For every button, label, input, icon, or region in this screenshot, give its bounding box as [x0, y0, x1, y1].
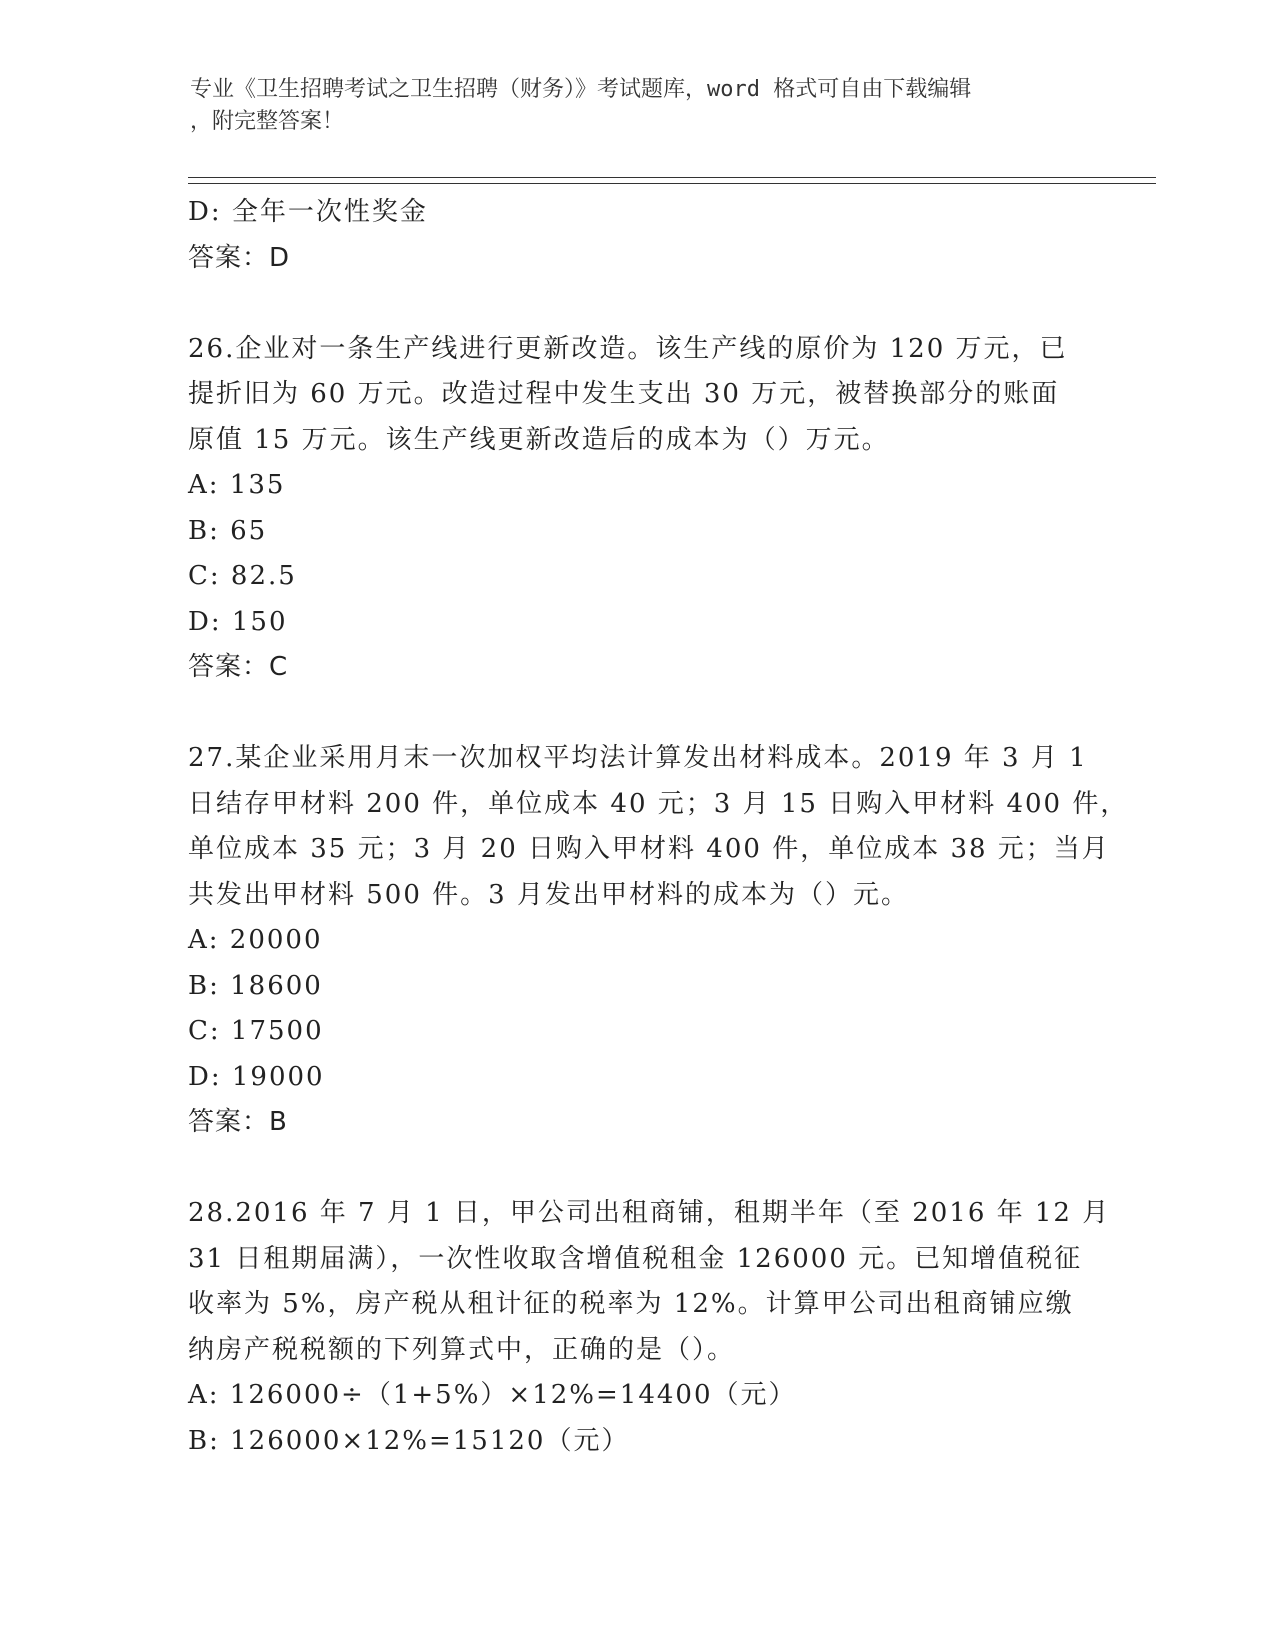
question-27-option-c: C: 17500	[188, 1016, 324, 1046]
header-divider-bottom	[188, 183, 1156, 184]
prev-option-d: D: 全年一次性奖金	[188, 197, 428, 227]
prev-answer: 答案：D	[188, 242, 291, 273]
header-line-2: ，附完整答案！	[190, 109, 345, 134]
question-27-option-b: B: 18600	[188, 970, 323, 1001]
question-26-option-a: A: 135	[188, 470, 286, 500]
spacer	[188, 691, 1088, 737]
question-26-answer: 答案：C	[188, 652, 289, 682]
question-27-option-a: A: 20000	[188, 925, 323, 955]
question-26	[188, 327, 1088, 691]
spacer	[188, 281, 1088, 327]
question-27	[188, 736, 1129, 1146]
question-28-stem-line-2: 31 日租期届满），一次性收取含增值税租金 126000 元。已知增值税征	[188, 1243, 1083, 1274]
question-26-option-c: C: 82.5	[188, 561, 297, 591]
question-27-answer: 答案：B	[188, 1107, 288, 1137]
question-28-stem-line-4: 纳房产税税额的下列算式中，正确的是（）。	[188, 1334, 736, 1365]
question-27-option-d: D: 19000	[188, 1061, 325, 1092]
header-line-1: 专业《卫生招聘考试之卫生招聘（财务）》考试题库，word 格式可自由下载编辑	[190, 77, 972, 102]
spacer	[188, 1146, 1088, 1192]
question-27-stem-line-3: 单位成本 35 元；3 月 20 日购入甲材料 400 件，单位成本 38 元；当月	[188, 834, 1110, 864]
question-28-stem-line-1: 28.2016 年 7 月 1 日，甲公司出租商铺，租期半年（至 2016 年 12 月	[188, 1198, 1111, 1228]
header-divider-top	[188, 177, 1156, 178]
document-header	[190, 74, 1070, 138]
question-26-option-d: D: 150	[188, 606, 288, 637]
question-28-option-b: B: 126000×12%=15120（元）	[188, 1425, 630, 1456]
question-28-stem-line-3: 收率为 5%，房产税从租计征的税率为 12%。计算甲公司出租商铺应缴	[188, 1289, 1074, 1319]
question-26-stem-line-3: 原值 15 万元。该生产线更新改造后的成本为（）万元。	[188, 424, 890, 455]
question-27-stem-line-4: 共发出甲材料 500 件。3 月发出甲材料的成本为（）元。	[188, 879, 909, 910]
question-27-stem-line-1: 27.某企业采用月末一次加权平均法计算发出材料成本。2019 年 3 月 1	[188, 743, 1088, 773]
question-26-stem-line-1: 26.企业对一条生产线进行更新改造。该生产线的原价为 120 万元，已	[188, 333, 1068, 364]
question-26-option-b: B: 65	[188, 515, 268, 546]
document-body	[188, 190, 1129, 1464]
question-26-stem-line-2: 提折旧为 60 万元。改造过程中发生支出 30 万元，被替换部分的账面	[188, 379, 1060, 409]
question-28-option-a: A: 126000÷（1+5%）×12%=14400（元）	[188, 1380, 797, 1410]
question-28	[188, 1191, 1111, 1464]
question-27-stem-line-2: 日结存甲材料 200 件，单位成本 40 元；3 月 15 日购入甲材料 400 件，	[188, 788, 1129, 819]
